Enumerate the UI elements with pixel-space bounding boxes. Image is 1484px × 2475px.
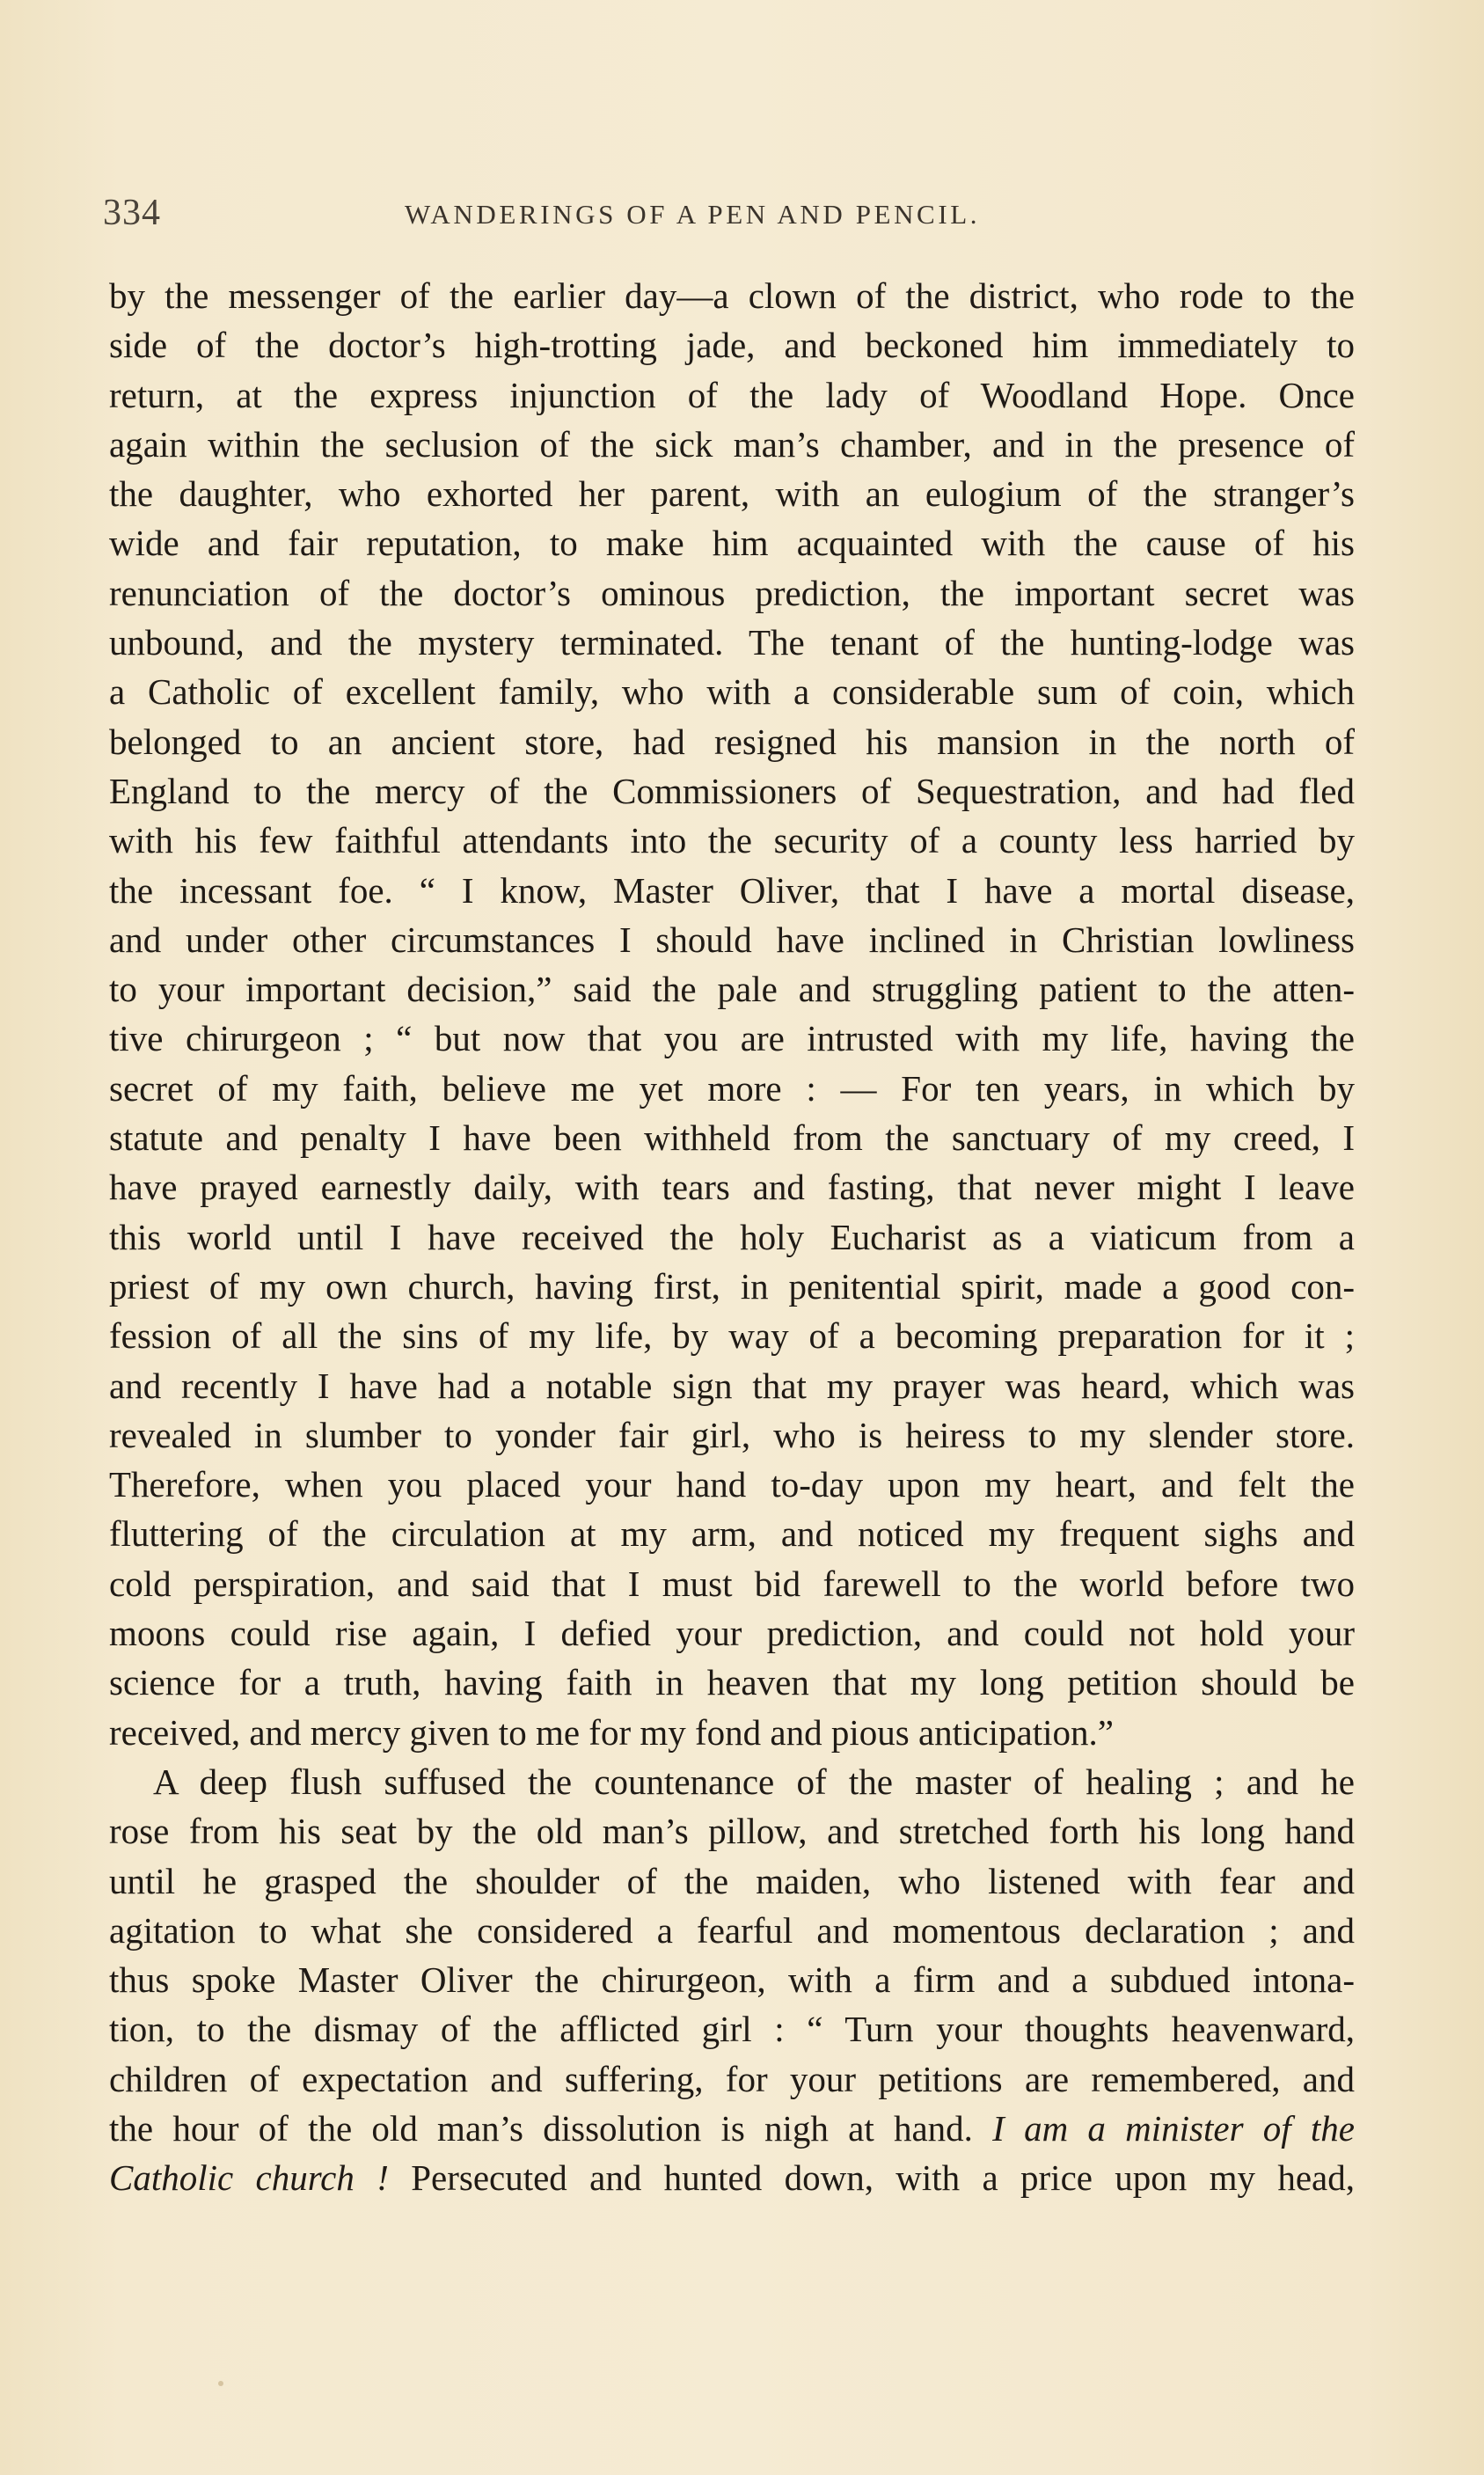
text-run: Persecuted and hunted down, with a price upon my head, xyxy=(388,2157,1355,2199)
text-line: priest of my own church, having first, in penitential spirit, made a good con- xyxy=(109,1265,1355,1307)
text-line: again within the seclusion of the sick man’s chamber, and in the presence of xyxy=(109,423,1355,465)
text-line: Therefore, when you placed your hand to-day upon my heart, and felt the xyxy=(109,1464,1355,1505)
text-line: A deep flush suffused the countenance of the master of healing ; and he xyxy=(153,1761,1355,1802)
text-line: have prayed earnestly daily, with tears and fasting, that never might I leave xyxy=(109,1167,1355,1208)
text-line: a Catholic of excellent family, who with a considerable sum of coin, which xyxy=(109,671,1355,713)
text-line: this world until I have received the holy Eucharist as a viaticum from a xyxy=(109,1216,1355,1257)
text-line xyxy=(109,2104,1355,2153)
text-line: belonged to an ancient store, had resigned his mansion in the north of xyxy=(109,721,1355,762)
text-line: fession of all the sins of my life, by way of a becoming preparation for it ; xyxy=(109,1315,1355,1357)
text-line: agitation to what she considered a fearful and momentous declaration ; and xyxy=(109,1909,1355,1951)
text-line: unbound, and the mystery terminated. The tenant of the hunting-lodge was xyxy=(109,622,1355,663)
text-line: cold perspiration, and said that I must bid farewell to the world before two xyxy=(109,1563,1355,1604)
text-line: until he grasped the shoulder of the maiden, who listened with fear and xyxy=(109,1860,1355,1901)
text-line: England to the mercy of the Commissioners of Sequestration, and had fled xyxy=(109,770,1355,811)
text-line: and under other circumstances I should have inclined in Christian lowliness xyxy=(109,919,1355,960)
text-line: science for a truth, having faith in heaven that my long petition should be xyxy=(109,1662,1355,1703)
paragraph-2 xyxy=(109,1757,1355,2203)
text-line: the incessant foe. “ I know, Master Oliver, that I have a mortal disease, xyxy=(109,869,1355,911)
text-line: received, and mercy given to me for my fond and pious anticipation.” xyxy=(109,1711,1114,1753)
text-line: revealed in slumber to yonder fair girl, who is heiress to my slender store. xyxy=(109,1414,1355,1455)
text-line: fluttering of the circulation at my arm, and noticed my frequent sighs and xyxy=(109,1513,1355,1555)
body-text xyxy=(109,271,1355,2203)
text-run: the hour of the old man’s dissolution is nigh at hand. xyxy=(109,2107,993,2149)
text-line: secret of my faith, believe me yet more : — For ten years, in which by xyxy=(109,1067,1355,1109)
text-line: wide and fair reputation, to make him acquainted with the cause of his xyxy=(109,523,1355,564)
text-line: with his few faithful attendants into the security of a county less harried by xyxy=(109,820,1355,861)
text-line: to your important decision,” said the pale and struggling patient to the atten- xyxy=(109,969,1355,1010)
text-line xyxy=(109,2153,1355,2202)
running-head xyxy=(103,192,1361,245)
text-line: side of the doctor’s high-trotting jade, and beckoned him immediately to xyxy=(109,325,1355,366)
text-line: statute and penalty I have been withheld from the sanctuary of my creed, I xyxy=(109,1117,1355,1159)
text-line: renunciation of the doctor’s ominous prediction, the important secret was xyxy=(109,572,1355,613)
running-title: WANDERINGS OF A PEN AND PENCIL. xyxy=(405,199,981,230)
text-line: by the messenger of the earlier day—a clown of the district, who rode to the xyxy=(109,275,1355,316)
text-line: rose from his seat by the old man’s pillow, and stretched forth his long hand xyxy=(109,1811,1355,1852)
italic-run: Catholic church ! xyxy=(109,2157,389,2199)
paper-speck xyxy=(218,2381,223,2386)
text-line: tive chirurgeon ; “ but now that you are intrusted with my life, having the xyxy=(109,1018,1355,1059)
page-number: 334 xyxy=(103,193,161,233)
italic-run: I am a minister of the xyxy=(992,2107,1355,2149)
text-line: tion, to the dismay of the afflicted girl : “ Turn your thoughts heavenward, xyxy=(109,2009,1355,2050)
paragraph-1 xyxy=(109,271,1355,1757)
text-line: children of expectation and suffering, for your petitions are remembered, and xyxy=(109,2058,1355,2099)
text-line: the daughter, who exhorted her parent, with an eulogium of the stranger’s xyxy=(109,473,1355,515)
text-line: moons could rise again, I defied your prediction, and could not hold your xyxy=(109,1613,1355,1654)
text-line: and recently I have had a notable sign that my prayer was heard, which was xyxy=(109,1365,1355,1406)
text-line: return, at the express injunction of the lady of Woodland Hope. Once xyxy=(109,374,1355,415)
text-line: thus spoke Master Oliver the chirurgeon, with a firm and a subdued intona- xyxy=(109,1959,1355,2001)
